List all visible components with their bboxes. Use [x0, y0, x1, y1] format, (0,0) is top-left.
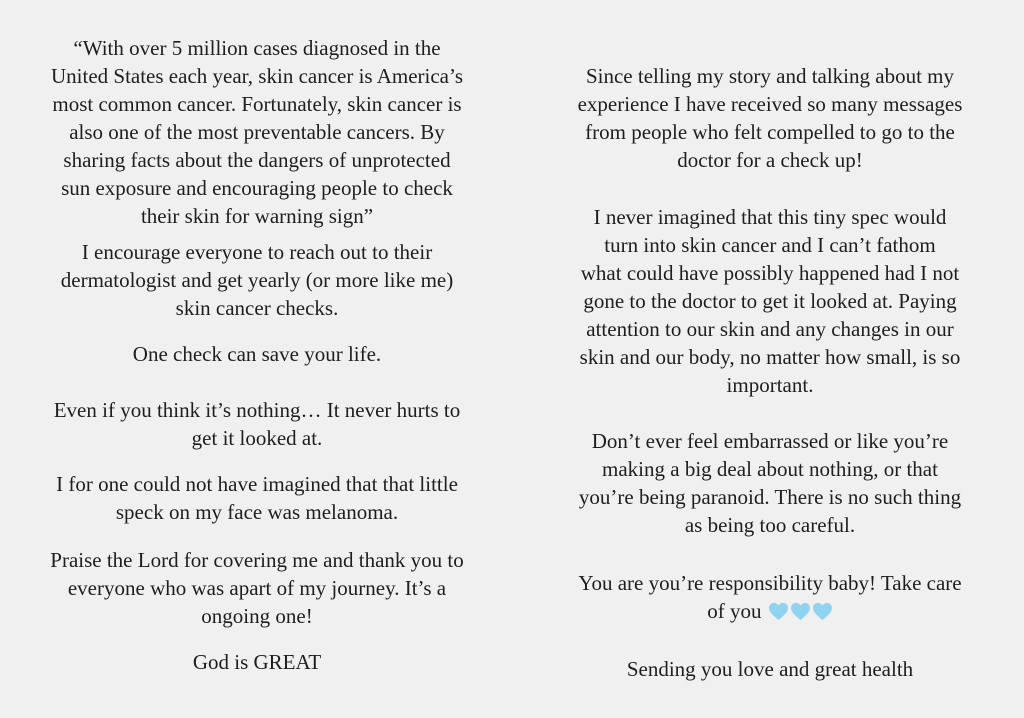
skin-cancer-quote-paragraph: “With over 5 million cases diagnosed in the United States each year, skin cancer is America’s most common cancer. Fortunately, skin cancer is also one of the most preventable cancers. By sharing facts about the dangers of unprotected sun exposure and encouraging people to check their skin for warning sign”: [50, 36, 463, 228]
save-your-life-paragraph: One check can save your life.: [132, 342, 382, 366]
light-blue-heart-icon: [790, 602, 811, 621]
responsibility-text: You are you’re responsibility baby! Take care of you: [578, 571, 962, 623]
never-hurts-paragraph: Even if you think it’s nothing… It never hurts to get it looked at.: [53, 398, 461, 450]
dont-feel-embarrassed-paragraph: Don’t ever feel embarrassed or like you’re making a big deal about nothing, or that you’re being paranoid. There is no such thing as being too careful.: [578, 429, 962, 537]
god-is-great-paragraph: God is GREAT: [192, 650, 322, 674]
praise-paragraph: Praise the Lord for covering me and thank you to everyone who was apart of my journey. It’s a ongoing one!: [50, 548, 464, 628]
encouragement-paragraph: I encourage everyone to reach out to their dermatologist and get yearly (or more like me) skin cancer checks.: [60, 240, 454, 320]
light-blue-heart-icon: [768, 602, 789, 621]
melanoma-paragraph: I for one could not have imagined that that little speck on my face was melanoma.: [56, 472, 458, 524]
sending-love-paragraph: Sending you love and great health: [626, 657, 914, 681]
hearts-group: [767, 599, 833, 623]
messages-paragraph: Since telling my story and talking about my experience I have received so many messages from people who felt compelled to go to the doctor for a check up!: [577, 64, 963, 172]
light-blue-heart-icon: [812, 602, 833, 621]
right-story-panel: [512, 0, 1024, 718]
responsibility-paragraph: [526, 569, 1014, 625]
tiny-spec-paragraph: I never imagined that this tiny spec would turn into skin cancer and I can’t fathom what could have possibly happened had I not gone to the doctor to get it looked at. Paying attention to our skin and any changes in our skin and our body, no matter how small, is so important.: [579, 205, 961, 397]
